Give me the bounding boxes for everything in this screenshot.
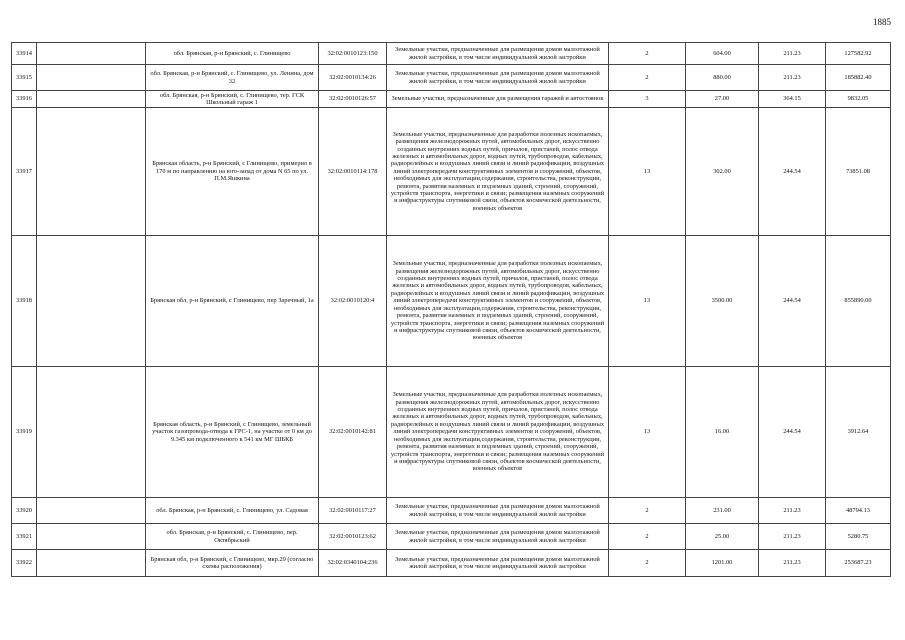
row-id: 33921	[12, 524, 37, 550]
row-group: 2	[609, 65, 686, 91]
table-row	[12, 43, 891, 65]
row-rate: 364.15	[759, 91, 826, 108]
table-row	[12, 498, 891, 524]
row-address: обл. Брянская, р-н Брянский, с. Глинищево, пер. Октябрьский	[146, 524, 319, 550]
row-id: 33922	[12, 550, 37, 577]
empty-cell	[37, 91, 146, 108]
row-cadastral-value: 48794.13	[826, 498, 891, 524]
row-group: 13	[609, 367, 686, 498]
row-rate: 211.23	[759, 498, 826, 524]
row-id: 33915	[12, 65, 37, 91]
row-cadastral-number: 32:02:0010142:81	[319, 367, 387, 498]
row-rate: 244.54	[759, 108, 826, 236]
row-group: 2	[609, 524, 686, 550]
row-address: обл. Брянская, р-н Брянский, с. Глинищево	[146, 43, 319, 65]
row-address: Брянская обл, р-н Брянский, с Глинищево, мкр.29 (согласно схемы расположения)	[146, 550, 319, 577]
row-group: 2	[609, 550, 686, 577]
row-area: 302.00	[686, 108, 759, 236]
empty-cell	[37, 524, 146, 550]
row-address: обл. Брянская, р-н Брянский, с. Глинищево, ул. Ленина, дом 32	[146, 65, 319, 91]
table-row	[12, 524, 891, 550]
row-cadastral-value: 185882.40	[826, 65, 891, 91]
table-row	[12, 550, 891, 577]
row-land-use: Земельные участки, предназначенные для размещения домов малоэтажной жилой застройки, в том числе индивидуальной жилой застройки	[387, 65, 609, 91]
row-group: 3	[609, 91, 686, 108]
row-cadastral-number: 32:02:0010123:62	[319, 524, 387, 550]
row-land-use: Земельные участки, предназначенные для разработки полезных ископаемых, размещения железнодорожных путей, автомобильных дорог, искусственно созданных внутренних водных путей, причалов, пристаней, полос отвода железных и автомобильных дорог, водных путей, трубопроводов, кабельных, радиорелейных и воздушных линий связи и линий радиофикации, воздушных линий электропередачи конструктивных элементов и сооружений, объектов, необходимых для эксплуатации,содержания, строительства, реконструкции, ремонта, развития наземных и подземных зданий, строений, сооружений, устройств транспорта, энергетики и связи; размещения наземных сооружений и инфраструктуры спутниковой связи, объектов космической деятельности, военных объектов	[387, 367, 609, 498]
row-cadastral-number: 32:02:0010126:57	[319, 91, 387, 108]
row-area: 1201.00	[686, 550, 759, 577]
row-land-use: Земельные участки, предназначенные для размещения домов малоэтажной жилой застройки, в том числе индивидуальной жилой застройки	[387, 43, 609, 65]
row-group: 2	[609, 498, 686, 524]
row-area: 880.00	[686, 65, 759, 91]
row-cadastral-value: 3912.64	[826, 367, 891, 498]
empty-cell	[37, 367, 146, 498]
row-group: 2	[609, 43, 686, 65]
empty-cell	[37, 65, 146, 91]
row-cadastral-value: 253687.23	[826, 550, 891, 577]
row-address: обл. Брянская, р-н Брянский, с. Глинищево, ул. Садовая	[146, 498, 319, 524]
row-id: 33918	[12, 236, 37, 367]
page-number: 1885	[873, 17, 891, 27]
table-row	[12, 91, 891, 108]
row-id: 33914	[12, 43, 37, 65]
row-cadastral-number: 32:02:0010134:26	[319, 65, 387, 91]
row-cadastral-number: 32:02:0010123:150	[319, 43, 387, 65]
row-cadastral-number: 32:02:0010120:4	[319, 236, 387, 367]
row-group: 13	[609, 236, 686, 367]
row-land-use: Земельные участки, предназначенные для размещения гаражей и автостоянок	[387, 91, 609, 108]
row-id: 33917	[12, 108, 37, 236]
row-rate: 211.23	[759, 43, 826, 65]
empty-cell	[37, 236, 146, 367]
row-rate: 211.23	[759, 65, 826, 91]
table-row	[12, 236, 891, 367]
row-rate: 211.23	[759, 524, 826, 550]
row-cadastral-value: 855890.00	[826, 236, 891, 367]
row-address: Брянская обл, р-н Брянский, с Глинищево, пер Заречный, 1а	[146, 236, 319, 367]
empty-cell	[37, 498, 146, 524]
row-area: 16.00	[686, 367, 759, 498]
row-rate: 244.54	[759, 236, 826, 367]
table-row	[12, 108, 891, 236]
table-row	[12, 65, 891, 91]
row-rate: 211.23	[759, 550, 826, 577]
empty-cell	[37, 550, 146, 577]
row-rate: 244.54	[759, 367, 826, 498]
row-group: 13	[609, 108, 686, 236]
row-cadastral-value: 127582.92	[826, 43, 891, 65]
row-area: 231.00	[686, 498, 759, 524]
row-land-use: Земельные участки, предназначенные для разработки полезных ископаемых, размещения железнодорожных путей, автомобильных дорог, искусственно созданных внутренних водных путей, причалов, пристаней, полос отвода железных и автомобильных дорог, водных путей, трубопроводов, кабельных, радиорелейных и воздушных линий связи и линий радиофикации, воздушных линий электропередачи конструктивных элементов и сооружений, объектов, необходимых для эксплуатации,содержания, строительства, реконструкции, ремонта, развития наземных и подземных зданий, строений, сооружений, устройств транспорта, энергетики и связи; размещения наземных сооружений и инфраструктуры спутниковой связи, объектов космической деятельности, военных объектов	[387, 236, 609, 367]
row-area: 25.00	[686, 524, 759, 550]
row-cadastral-value: 9832.05	[826, 91, 891, 108]
row-address: обл. Брянская, р-н Брянский, с. Глинищево, тер. ГСК Школьный гараж 1	[146, 91, 319, 108]
row-cadastral-value: 73851.08	[826, 108, 891, 236]
row-cadastral-number: 32:02:0010114:178	[319, 108, 387, 236]
table-row	[12, 367, 891, 498]
row-id: 33916	[12, 91, 37, 108]
row-land-use: Земельные участки, предназначенные для размещения домов малоэтажной жилой застройки, в том числе индивидуальной жилой застройки	[387, 498, 609, 524]
row-id: 33920	[12, 498, 37, 524]
row-address: Брянская область, р-н Брянский, с Глинищево, земельный участок газопровода-отвода к ГРС-1, на участке от 0 км до 9.345 км подключенного к 541 км МГ ШБКБ	[146, 367, 319, 498]
empty-cell	[37, 43, 146, 65]
row-area: 27.00	[686, 91, 759, 108]
row-land-use: Земельные участки, предназначенные для размещения домов малоэтажной жилой застройки, в том числе индивидуальной жилой застройки	[387, 550, 609, 577]
row-cadastral-number: 32:02:0010117:27	[319, 498, 387, 524]
row-cadastral-number: 32:02:0340104:236	[319, 550, 387, 577]
row-land-use: Земельные участки, предназначенные для размещения домов малоэтажной жилой застройки, в том числе индивидуальной жилой застройки	[387, 524, 609, 550]
row-id: 33919	[12, 367, 37, 498]
row-area: 604.00	[686, 43, 759, 65]
row-address: Брянская область, р-н Брянский, с Глинищево, примерно в 170 м по направлению на юго-запад от дома N 65 по ул. П.М.Яшкина	[146, 108, 319, 236]
cadastral-value-table	[11, 42, 891, 577]
row-cadastral-value: 5280.75	[826, 524, 891, 550]
empty-cell	[37, 108, 146, 236]
row-land-use: Земельные участки, предназначенные для разработки полезных ископаемых, размещения железнодорожных путей, автомобильных дорог, искусственно созданных внутренних водных путей, причалов, пристаней, полос отвода железных и автомобильных дорог, водных путей, трубопроводов, кабельных, радиорелейных и воздушных линий связи и линий радиофикации, воздушных линий электропередачи конструктивных элементов и сооружений, объектов, необходимых для эксплуатации,содержания, строительства, реконструкции, ремонта, развития наземных и подземных зданий, строений, сооружений, устройств транспорта, энергетики и связи; размещения наземных сооружений и инфраструктуры спутниковой связи, объектов космической деятельности, военных объектов	[387, 108, 609, 236]
row-area: 3500.00	[686, 236, 759, 367]
